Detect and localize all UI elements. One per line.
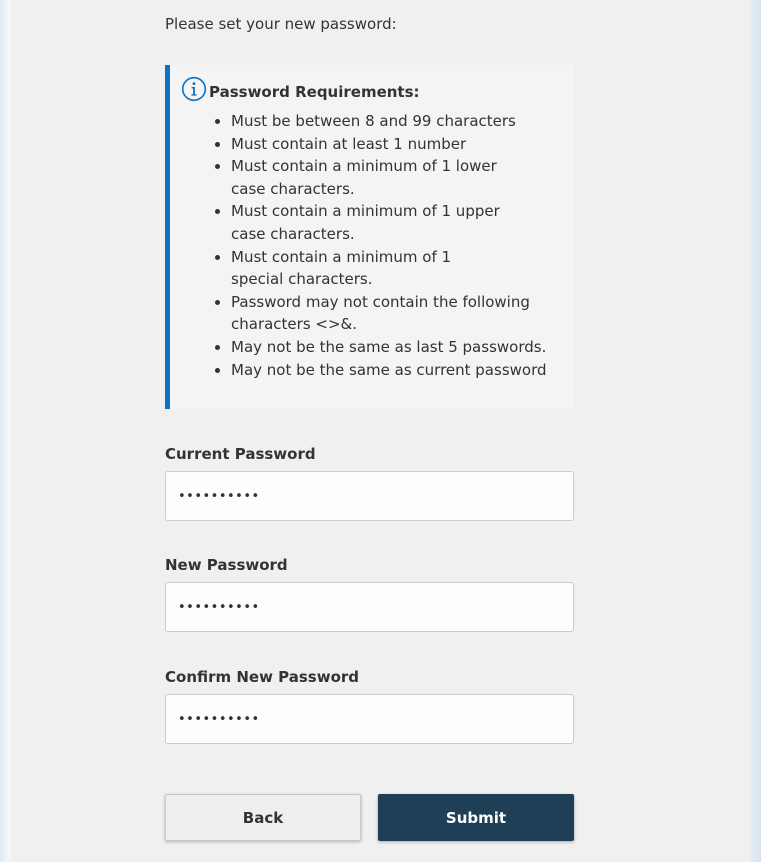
current-password-label: Current Password (165, 445, 316, 463)
requirement-item: • Must be between 8 and 99 characters (231, 110, 547, 133)
confirm-password-label: Confirm New Password (165, 668, 360, 686)
submit-button[interactable]: Submit (378, 794, 574, 841)
requirements-list (210, 110, 547, 381)
new-password-input[interactable] (165, 582, 574, 632)
confirm-password-input[interactable] (165, 694, 574, 744)
requirement-item: • Must contain a minimum of 1 special characters. (231, 246, 547, 291)
new-password-label: New Password (165, 556, 288, 574)
info-icon (181, 76, 207, 102)
current-password-input[interactable] (165, 471, 574, 521)
requirement-item: • Password may not contain the following characters <>&. (231, 291, 547, 336)
requirement-item: • Must contain a minimum of 1 upper case characters. (231, 200, 547, 245)
requirement-item: • May not be the same as current password (231, 359, 547, 382)
requirement-item: • Must contain a minimum of 1 lower case characters. (231, 155, 547, 200)
requirement-item: • May not be the same as last 5 passwords. (231, 336, 547, 359)
password-requirements-box (165, 65, 574, 409)
requirements-title: Password Requirements: (209, 83, 420, 101)
intro-text: Please set your new password: (165, 15, 397, 33)
requirement-item: • Must contain at least 1 number (231, 133, 547, 156)
back-button[interactable]: Back (165, 794, 361, 841)
